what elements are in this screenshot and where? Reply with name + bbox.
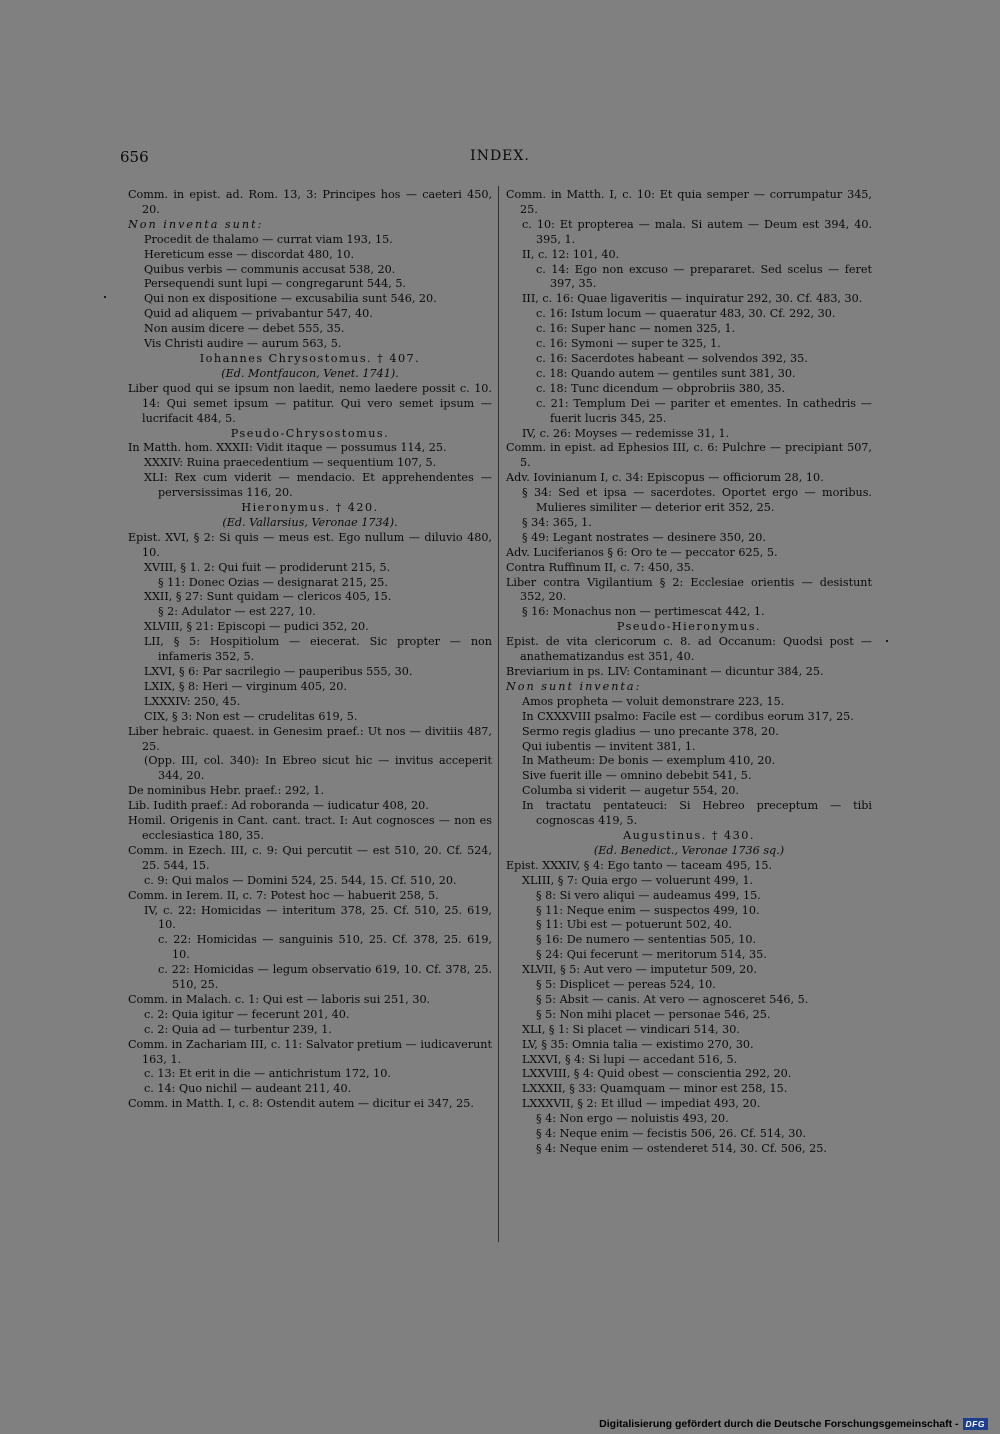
index-entry: Comm. in Malach. c. 1: Qui est — laboris sui 251, 30. — [128, 992, 431, 1006]
index-entry: Comm. in Zachariam III, c. 11: Salvator pretium — iudicaverunt 163, 1. — [128, 1037, 492, 1066]
index-entry: Comm. in Ierem. II, c. 7: Potest hoc — habuerit 258, 5. — [128, 888, 439, 902]
index-entry: Liber contra Vigilantium § 2: Ecclesiae orientis — desistunt 352, 20. — [506, 575, 872, 604]
page-header — [0, 148, 1000, 170]
index-entry: § 4: Neque enim — ostenderet 514, 30. Cf. 506, 25. — [536, 1142, 827, 1155]
index-entry: Comm. in epist. ad. Rom. 13, 3: Principes hos — caeteri 450, 20. — [128, 188, 492, 216]
index-entry: Breviarium in ps. LIV: Contaminant — dicuntur 384, 25. — [506, 665, 824, 678]
index-entry: Columba si viderit — augetur 554, 20. — [522, 784, 739, 798]
index-entry: § 8: Si vero aliqui — audeamus 499, 15. — [536, 888, 761, 902]
index-entry: LXXXII, § 33: Quamquam — minor est 258, 15. — [522, 1082, 788, 1096]
index-entry: Adv. Luciferianos § 6: Oro te — peccator 625, 5. — [506, 545, 778, 559]
index-entry: In CXXXVIII psalmo: Facile est — cordibus eorum 317, 25. — [522, 709, 854, 723]
index-entry: XLVII, § 5: Aut vero — imputetur 509, 20. — [522, 963, 757, 977]
index-entry: § 2: Adulator — est 227, 10. — [158, 605, 316, 619]
index-entry: Quibus verbis — communis accusat 538, 20. — [144, 262, 396, 276]
index-entry: Persequendi sunt lupi — congregarunt 544, 5. — [144, 277, 406, 291]
index-entry: LXXXIV: 250, 45. — [144, 694, 241, 708]
page-title: INDEX. — [470, 148, 530, 164]
index-entry: XLI: Rex cum viderit — mendacio. Et apprehendentes — perversissimas 116, 20. — [144, 471, 492, 500]
index-entry: Comm. in epist. ad Ephesios III, c. 6: Pulchre — precipiant 507, 5. — [506, 441, 872, 470]
index-entry: c. 22: Homicidas — sanguinis 510, 25. Cf. 378, 25. 619, 10. — [158, 933, 492, 962]
column-divider — [498, 186, 499, 1242]
right-column — [506, 188, 872, 1157]
index-entry: § 11: Ubi est — potuerunt 502, 40. — [536, 918, 732, 932]
author-heading: Augustinus. † 430. — [623, 828, 755, 842]
index-entry: § 34: Sed et ipsa — sacerdotes. Oportet ergo — moribus. Mulieres similiter — deterior erit 352, 25. — [522, 486, 872, 515]
index-entry: § 49: Legant nostrates — desinere 350, 20. — [522, 530, 766, 544]
left-column — [128, 188, 492, 1112]
index-entry: Contra Ruffinum II, c. 7: 450, 35. — [506, 560, 695, 574]
author-heading: Pseudo-Chrysostomus. — [230, 426, 390, 440]
index-entry: c. 14: Ego non excuso — prepararet. Sed scelus — feret 397, 35. — [536, 262, 872, 291]
index-entry: Epist. XXXIV, § 4: Ego tanto — taceam 495, 15. — [506, 858, 773, 872]
index-entry: Liber hebraic. quaest. in Genesim praef.: Ut nos — divitiis 487, 25. — [128, 724, 492, 753]
index-entry: c. 9: Qui malos — Domini 524, 25. 544, 15. Cf. 510, 20. — [144, 873, 457, 887]
index-entry: LXXVIII, § 4: Quid obest — conscientia 292, 20. — [522, 1067, 792, 1081]
edition-note: (Ed. Vallarsius, Veronae 1734). — [222, 515, 398, 529]
index-entry: § 5: Absit — canis. At vero — agnosceret 546, 5. — [536, 992, 809, 1006]
index-entry: Comm. in Matth. I, c. 10: Et quia semper — corrumpatur 345, 25. — [506, 188, 872, 216]
index-entry: c. 14: Quo nichil — audeant 211, 40. — [144, 1082, 352, 1096]
index-entry: LXXVI, § 4: Si lupi — accedant 516, 5. — [522, 1052, 738, 1066]
index-entry: III, c. 16: Quae ligaveritis — inquiratur 292, 30. Cf. 483, 30. — [522, 292, 863, 306]
index-entry: Adv. Iovinianum I, c. 34: Episcopus — officiorum 28, 10. — [506, 471, 824, 485]
index-entry: IV, c. 22: Homicidas — interitum 378, 25. Cf. 510, 25. 619, 10. — [144, 903, 492, 932]
index-entry: § 34: 365, 1. — [522, 515, 592, 529]
index-entry: In Matheum: De bonis — exemplum 410, 20. — [522, 754, 776, 768]
author-heading: Iohannes Chrysostomus. † 407. — [199, 351, 421, 365]
index-entry: § 5: Non mihi placet — personae 546, 25. — [536, 1007, 771, 1021]
page-number: 656 — [120, 148, 149, 166]
index-entry: XLIII, § 7: Quia ergo — voluerunt 499, 1. — [522, 873, 754, 887]
index-entry: In Matth. hom. XXXII: Vidit itaque — possumus 114, 25. — [128, 441, 447, 455]
index-entry: § 16: De numero — sententias 505, 10. — [536, 933, 757, 947]
index-entry: XLI, § 1: Si placet — vindicari 514, 30. — [522, 1022, 740, 1036]
index-entry: Qui iubentis — invitent 381, 1. — [522, 739, 696, 753]
index-entry: Epist. XVI, § 2: Si quis — meus est. Ego nullum — diluvio 480, 10. — [128, 530, 492, 559]
index-entry: Amos propheta — voluit demonstrare 223, 15. — [522, 694, 785, 708]
edition-note: (Ed. Benedict., Veronae 1736 sq.) — [593, 843, 785, 857]
index-entry: c. 16: Symoni — super te 325, 1. — [536, 337, 721, 351]
index-entry: § 4: Neque enim — fecistis 506, 26. Cf. 514, 30. — [536, 1127, 807, 1141]
author-heading: Pseudo-Hieronymus. — [616, 620, 762, 634]
index-entry: Sermo regis gladius — uno precante 378, 20. — [522, 724, 779, 738]
index-entry: Comm. in Ezech. III, c. 9: Qui percutit — est 510, 20. Cf. 524, 25. 544, 15. — [128, 843, 492, 872]
index-entry: Quid ad aliquem — privabantur 547, 40. — [144, 307, 373, 321]
index-entry: c. 21: Templum Dei — pariter et ementes. In cathedris — fuerit lucris 345, 25. — [536, 396, 872, 425]
index-entry: § 11: Donec Ozias — designarat 215, 25. — [158, 575, 388, 589]
index-entry: LXVI, § 6: Par sacrilegio — pauperibus 555, 30. — [144, 665, 413, 678]
index-entry: LII, § 5: Hospitiolum — eiecerat. Sic propter — non infameris 352, 5. — [144, 635, 492, 664]
index-entry: § 5: Displicet — pereas 524, 10. — [536, 978, 716, 992]
index-entry: Hereticum esse — discordat 480, 10. — [144, 247, 355, 261]
index-entry: c. 16: Istum locum — quaeratur 483, 30. Cf. 292, 30. — [536, 307, 836, 321]
index-entry: c. 2: Quia ad — turbentur 239, 1. — [144, 1022, 332, 1036]
index-entry: XLVIII, § 21: Episcopi — pudici 352, 20. — [144, 620, 369, 634]
index-entry: In tractatu pentateuci: Si Hebreo preceptum — tibi cognoscas 419, 5. — [522, 799, 872, 828]
index-entry: Lib. Iudith praef.: Ad roboranda — iudicatur 408, 20. — [128, 799, 429, 813]
index-entry: c. 22: Homicidas — legum observatio 619, 10. Cf. 378, 25. 510, 25. — [158, 963, 492, 992]
not-found-heading: Non sunt inventa: — [506, 679, 642, 693]
index-entry: Procedit de thalamo — currat viam 193, 15. — [144, 232, 393, 246]
index-entry: c. 18: Tunc dicendum — obprobriis 380, 35. — [536, 381, 786, 395]
index-entry: Liber quod qui se ipsum non laedit, nemo laedere possit c. 10. 14: Qui semet ipsum — patitur. Qui vero semet ipsum — lucrifacit 484, 5. — [128, 381, 492, 425]
index-entry: § 11: Neque enim — suspectos 499, 10. — [536, 903, 760, 917]
index-entry: IV, c. 26: Moyses — redemisse 31, 1. — [522, 426, 730, 440]
index-entry: Comm. in Matth. I, c. 8: Ostendit autem — dicitur ei 347, 25. — [128, 1097, 474, 1111]
scan-speck — [104, 296, 106, 298]
index-entry: c. 16: Sacerdotes habeant — solvendos 392, 35. — [536, 351, 808, 365]
index-entry: § 16: Monachus non — pertimescat 442, 1. — [522, 605, 765, 619]
index-entry: § 24: Qui fecerunt — meritorum 514, 35. — [536, 948, 767, 962]
index-entry: Vis Christi audire — aurum 563, 5. — [144, 337, 342, 351]
index-entry: Sive fuerit ille — omnino debebit 541, 5. — [522, 769, 752, 783]
not-found-heading: Non inventa sunt: — [128, 217, 264, 231]
footer-text: Digitalisierung gefördert durch die Deutsche Forschungsgemeinschaft - — [599, 1418, 959, 1430]
index-entry: CIX, § 3: Non est — crudelitas 619, 5. — [144, 709, 358, 723]
scan-speck — [886, 640, 888, 642]
index-entry: c. 16: Super hanc — nomen 325, 1. — [536, 322, 736, 336]
index-entry: Epist. de vita clericorum c. 8. ad Occanum: Quodsi post — anathematizandus est 351, 40. — [506, 635, 872, 664]
edition-note: (Ed. Montfaucon, Venet. 1741). — [221, 366, 399, 380]
index-entry: c. 18: Quando autem — gentiles sunt 381, 30. — [536, 366, 796, 380]
digitization-footer — [599, 1415, 988, 1433]
index-entry: XVIII, § 1. 2: Qui fuit — prodiderunt 215, 5. — [144, 560, 391, 574]
index-entry: c. 10: Et propterea — mala. Si autem — Deum est 394, 40. 395, 1. — [522, 217, 872, 246]
index-entry: XXII, § 27: Sunt quidam — clericos 405, 15. — [144, 590, 392, 604]
index-entry: Qui non ex dispositione — excusabilia sunt 546, 20. — [144, 292, 437, 306]
index-entry: De nominibus Hebr. praef.: 292, 1. — [128, 784, 325, 798]
index-entry: Homil. Origenis in Cant. cant. tract. I: Aut cognosces — non es ecclesiastica 180, 35. — [128, 814, 492, 842]
index-entry: Non ausim dicere — debet 555, 35. — [144, 322, 345, 336]
index-entry: § 4: Non ergo — noluistis 493, 20. — [536, 1112, 729, 1126]
index-entry: LXIX, § 8: Heri — virginum 405, 20. — [144, 679, 347, 693]
index-entry: c. 2: Quia igitur — fecerunt 201, 40. — [144, 1007, 350, 1021]
index-entry: c. 13: Et erit in die — antichristum 172, 10. — [144, 1067, 391, 1081]
index-entry: II, c. 12: 101, 40. — [522, 247, 620, 261]
author-heading: Hieronymus. † 420. — [241, 501, 379, 515]
index-entry: (Opp. III, col. 340): In Ebreo sicut hic — invitus acceperit 344, 20. — [144, 754, 492, 783]
index-entry: XXXIV: Ruina praecedentium — sequentium 107, 5. — [144, 456, 437, 470]
index-entry: LXXXVII, § 2: Et illud — impediat 493, 20. — [522, 1097, 761, 1111]
index-entry: LV, § 35: Omnia talia — existimo 270, 30. — [522, 1037, 754, 1051]
dfg-logo-icon: DFG — [963, 1418, 988, 1430]
